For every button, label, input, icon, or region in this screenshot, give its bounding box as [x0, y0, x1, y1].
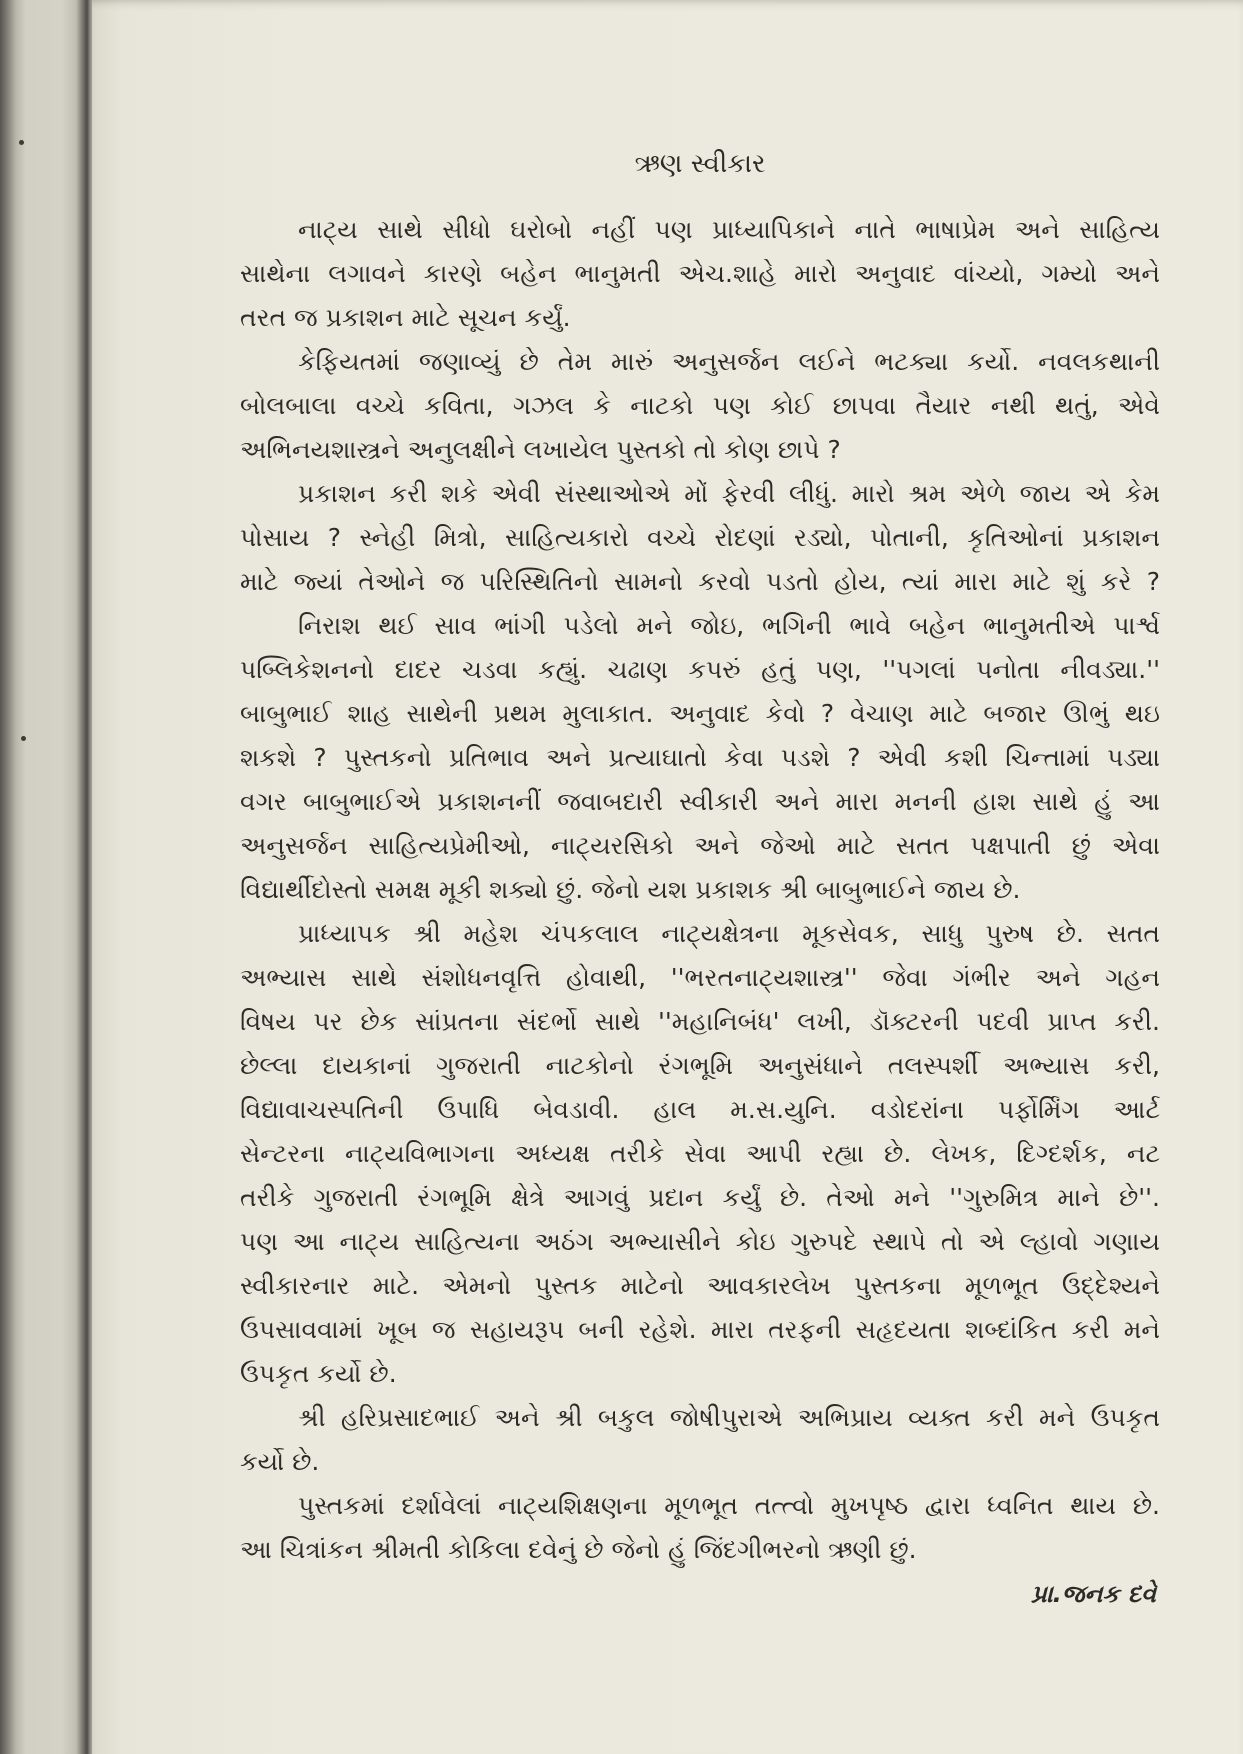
text-line: પ્રકાશન કરી શકે એવી સંસ્થાઓએ મોં ફેરવી લીધું. મારો શ્રમ એળે જાય એ કેમ: [298, 479, 1160, 508]
text-line: શકશે ? પુસ્તકનો પ્રતિભાવ અને પ્રત્યાઘાતો કેવા પડશે ? એવી કશી ચિન્તામાં પડ્યા: [240, 743, 1160, 772]
text-line: પોસાય ? સ્નેહી મિત્રો, સાહિત્યકારો વચ્ચે રોદણાં રડ્યો, પોતાની, કૃતિઓનાં પ્રકાશન: [240, 523, 1160, 552]
text-line: સાથેના લગાવને કારણે બહેન ભાનુમતી એચ.શાહે મારો અનુવાદ વાંચ્યો, ગમ્યો અને: [240, 259, 1160, 288]
text-line: નિરાશ થઈ સાવ ભાંગી પડેલો મને જોઇ, ભગિની ભાવે બહેન ભાનુમતીએ પાર્શ્વ: [298, 611, 1160, 640]
text-line: બોલબાલા વચ્ચે કવિતા, ગઝલ કે નાટકો પણ કોઈ છાપવા તૈયાર નથી થતું, એવે: [240, 391, 1160, 420]
paragraph: [240, 208, 1160, 340]
text-line: બાબુભાઈ શાહ સાથેની પ્રથમ મુલાકાત. અનુવાદ કેવો ? વેચાણ માટે બજાર ઊભું થઇ: [240, 699, 1160, 728]
text-line: ઉપકૃત કર્યો છે.: [240, 1359, 397, 1388]
scan-page-edge: [0, 0, 96, 1754]
paragraph: [240, 604, 1160, 912]
text-line: પુસ્તકમાં દર્શાવેલાં નાટ્યશિક્ષણના મૂળભૂત તત્ત્વો મુખપૃષ્ઠ દ્વારા ધ્વનિત થાય છે.: [298, 1491, 1160, 1520]
text-line: વિષય પર છેક સાંપ્રતના સંદર્ભો સાથે ''મહાનિબંધ' લખી, ડૉક્ટરની પદવી પ્રાપ્ત કરી.: [240, 1007, 1160, 1036]
text-line: વિદ્યાવાચસ્પતિની ઉપાધિ બેવડાવી. હાલ મ.સ.યુનિ. વડોદરાંના પર્ફોર્મિંગ આર્ટ: [240, 1095, 1160, 1124]
text-line: અભ્યાસ સાથે સંશોધનવૃત્તિ હોવાથી, ''ભરતનાટ્યશાસ્ત્ર'' જેવા ગંભીર અને ગહન: [240, 963, 1160, 992]
text-line: અભિનયશાસ્ત્રને અનુલક્ષીને લખાયેલ પુસ્તકો તો કોણ છાપે ?: [240, 435, 841, 464]
text-line: સેન્ટરના નાટ્યવિભાગના અધ્યક્ષ તરીકે સેવા આપી રહ્યા છે. લેખક, દિગ્દર્શક, નટ: [240, 1139, 1160, 1168]
text-line: છેલ્લા દાયકાનાં ગુજરાતી નાટકોનો રંગભૂમિ અનુસંધાને તલસ્પર્શી અભ્યાસ કરી,: [240, 1051, 1160, 1080]
text-line: વગર બાબુભાઈએ પ્રકાશનનીં જવાબદારી સ્વીકારી અને મારા મનની હાશ સાથે હું આ: [240, 787, 1160, 816]
text-line: પણ આ નાટ્ય સાહિત્યના અઠંગ અભ્યાસીને કોઇ ગુરુપદે સ્થાપે તો એ લ્હાવો ગણાય: [240, 1227, 1160, 1256]
paragraph: [240, 1396, 1160, 1484]
paragraph: [240, 1484, 1160, 1572]
paragraph: [240, 912, 1160, 1396]
text-line: પ્રાધ્યાપક શ્રી મહેશ ચંપકલાલ નાટ્યક્ષેત્રના મૂકસેવક, સાધુ પુરુષ છે. સતત: [298, 919, 1160, 948]
text-line: વિદ્યાર્થીદોસ્તો સમક્ષ મૂકી શક્યો છું. જેનો યશ પ્રકાશક શ્રી બાબુભાઈને જાય છે.: [240, 875, 1021, 904]
scan-speck: [19, 140, 24, 145]
text-line: કર્યો છે.: [240, 1447, 320, 1476]
paragraph: [240, 472, 1160, 604]
body-text: [240, 208, 1160, 1616]
text-line: કેફિયતમાં જણાવ્યું છે તેમ મારું અનુસર્જન લઈને ભટક્યા કર્યો. નવલકથાની: [298, 347, 1160, 376]
text-line: તરત જ પ્રકાશન માટે સૂચન કર્યું.: [240, 303, 571, 332]
page-title: ઋણ સ્વીકાર: [634, 149, 766, 179]
text-line: અનુસર્જન સાહિત્યપ્રેમીઓ, નાટ્યરસિકો અને જેઓ માટે સતત પક્ષપાતી છું એવા: [240, 831, 1160, 860]
paragraph: [240, 340, 1160, 472]
text-line: તરીકે ગુજરાતી રંગભૂમિ ક્ષેત્રે આગવું પ્રદાન કર્યું છે. તેઓ મને ''ગુરુમિત્ર માને છે''.: [240, 1183, 1160, 1212]
text-line: પબ્લિકેશનનો દાદર ચડવા કહ્યું. ચઢાણ કપરું હતું પણ, ''પગલાં પનોતા નીવડ્યા.'': [240, 655, 1160, 684]
text-line: માટે જ્યાં તેઓને જ પરિસ્થિતિનો સામનો કરવો પડતો હોય, ત્યાં મારા માટે શું કરે ?: [240, 567, 1160, 596]
text-line: નાટ્ય સાથે સીધો ઘરોબો નહીં પણ પ્રાધ્યાપિકાને નાતે ભાષાપ્રેમ અને સાહિત્ય: [298, 215, 1160, 244]
text-line: આ ચિત્રાંકન શ્રીમતી કોકિલા દવેનું છે જેનો હું જિંદગીભરનો ઋણી છું.: [240, 1535, 917, 1564]
scan-speck: [21, 736, 26, 741]
text-line: ઉપસાવવામાં ખૂબ જ સહાયરૂપ બની રહેશે. મારા તરફની સહૃદયતા શબ્દાંકિત કરી મને: [240, 1315, 1160, 1344]
text-line: શ્રી હરિપ્રસાદભાઈ અને શ્રી બકુલ જોષીપુરાએ અભિપ્રાય વ્યક્ત કરી મને ઉપકૃત: [298, 1403, 1160, 1432]
text-line: સ્વીકારનાર માટે. એમનો પુસ્તક માટેનો આવકારલેખ પુસ્તકના મૂળભૂત ઉદ્દેશ્યને: [240, 1271, 1160, 1300]
author-signature: પ્રા.જનક દવે: [1031, 1580, 1156, 1608]
